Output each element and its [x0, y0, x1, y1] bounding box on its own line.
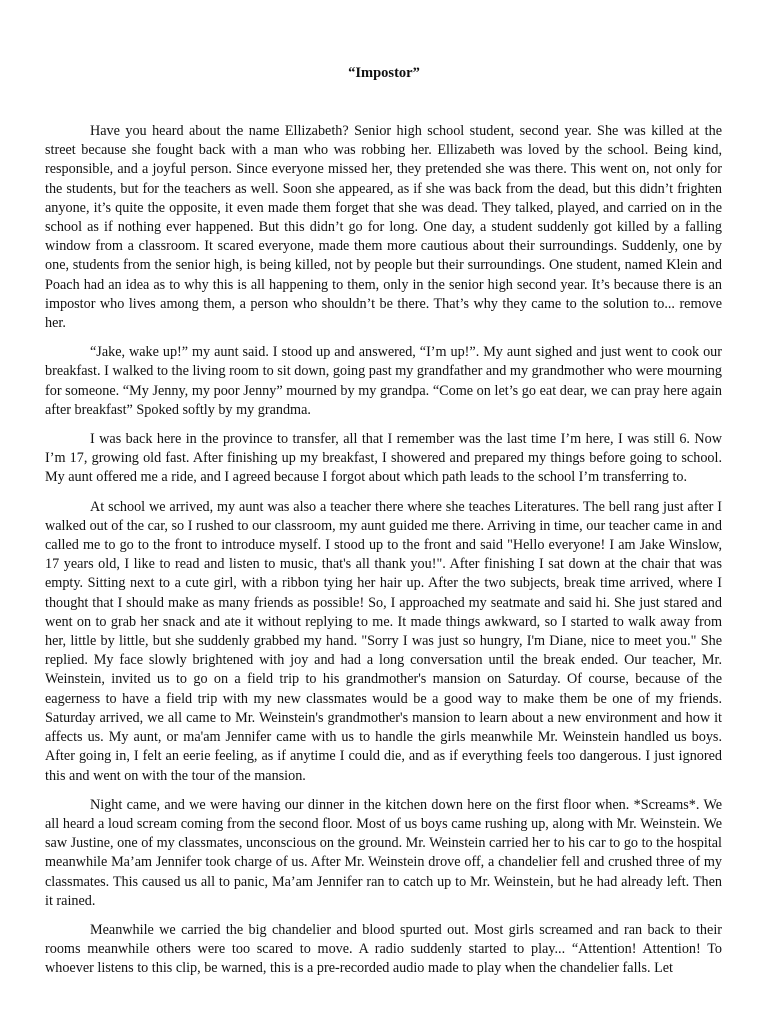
- document-title: “Impostor”: [348, 65, 420, 81]
- paragraph-2: “Jake, wake up!” my aunt said. I stood up and answered, “I’m up!”. My aunt sighed and just went to cook our breakfast. I walked to the living room to sit down, going past my grandfather and my grandmother who were mourning for someone. “My Jenny, my poor Jenny” mourned by my grandpa. “Come on let’s go eat dear, we can pray here again after breakfast” Spoked softly by my grandma.: [45, 344, 722, 418]
- document-body: [45, 122, 722, 989]
- paragraph-4: At school we arrived, my aunt was also a teacher there where she teaches Literatures. The bell rang just after I walked out of the car, so I rushed to our classroom, my aunt guided me there. Arriving in time, our teacher came in and called me to go to the front to introduce myself. I stood up to the front and said "Hello everyone! I am Jake Winslow, 17 years old, I like to read and listen to music, that's all thank you!". After finishing I sat down at the chair that was empty. Sitting next to a cute girl, with a ribbon tying her hair up. After the two subjects, break time arrived, where I thought that I should make as many friends as possible! So, I approached my seatmate and said hi. She just stared and went on to grab her snack and ate it without replying to me. It made things awkward, so I started to walk away from her, little by little, but she suddenly grabbed my hand. "Sorry I was just so hungry, I'm Diane, nice to meet you." She replied. My face slowly brightened with joy and had a long conversation until the break ended. Our teacher, Mr. Weinstein, invited us to go on a field trip to his grandmother's mansion on Saturday. Of course, because of the eagerness to have a field trip with my new classmates would be a good way to make them be one of my friends. Saturday arrived, we all came to Mr. Weinstein's grandmother's mansion to learn about a new environment and how it affects us. My aunt, or ma'am Jennifer came with us to handle the girls meanwhile Mr. Weinstein handled us boys. After going in, I felt an eerie feeling, as if anytime I could die, and as if everything feels too dangerous. I just ignored this and went on with the tour of the mansion.: [45, 498, 722, 784]
- paragraph-3: I was back here in the province to transfer, all that I remember was the last time I’m here, I was still 6. Now I’m 17, growing old fast. After finishing up my breakfast, I showered and prepared my things before going to school. My aunt offered me a ride, and I agreed because I forgot about which path leads to the school I’m transferring to.: [45, 431, 722, 486]
- paragraph-6: Meanwhile we carried the big chandelier and blood spurted out. Most girls screamed and ran back to their rooms meanwhile others were too scared to move. A radio suddenly started to play... “Attention! Attention! To whoever listens to this clip, be warned, this is a pre-recorded audio made to play when the chandelier falls. Let: [45, 921, 722, 977]
- paragraph-1: Have you heard about the name Ellizabeth? Senior high school student, second year. She was killed at the street because she fought back with a man who was robbing her. Ellizabeth was loved by the school. Being kind, responsible, and a joyful person. Since everyone missed her, they pretended she was there. This went on, not only for the students, but for the teachers as well. Soon she appeared, as if she was back from the dead, but this didn’t frighten anyone, it’s quite the opposite, it even made them forget that she was dead. They talked, played, and carried on in the school as if nothing ever happened. But this didn’t go for long. One day, a student suddenly got killed by a falling window from a classroom. It scared everyone, made them more cautious about their surroundings. Suddenly, one by one, students from the senior high, is being killed, not by people but their surroundings. One student, named Klein and Poach had an idea as to why this is all happening to them, only in the senior high second year. It’s because there is an impostor who lives among them, a person who shouldn’t be there. That’s why they came to the solution to... remove her.: [45, 123, 722, 332]
- paragraph-5: Night came, and we were having our dinner in the kitchen down here on the first floor when. *Screams*. We all heard a loud scream coming from the second floor. Most of us boys came rushing up, along with Mr. Weinstein. We saw Justine, one of my classmates, unconscious on the ground. Mr. Weinstein carried her to his car to go to the hospital meanwhile Ma’am Jennifer took charge of us. After Mr. Weinstein drove off, a chandelier fell and crushed three of my classmates. This caused us all to panic, Ma’am Jennifer ran to catch up to Mr. Weinstein, but he had already left. Then it rained.: [45, 796, 722, 909]
